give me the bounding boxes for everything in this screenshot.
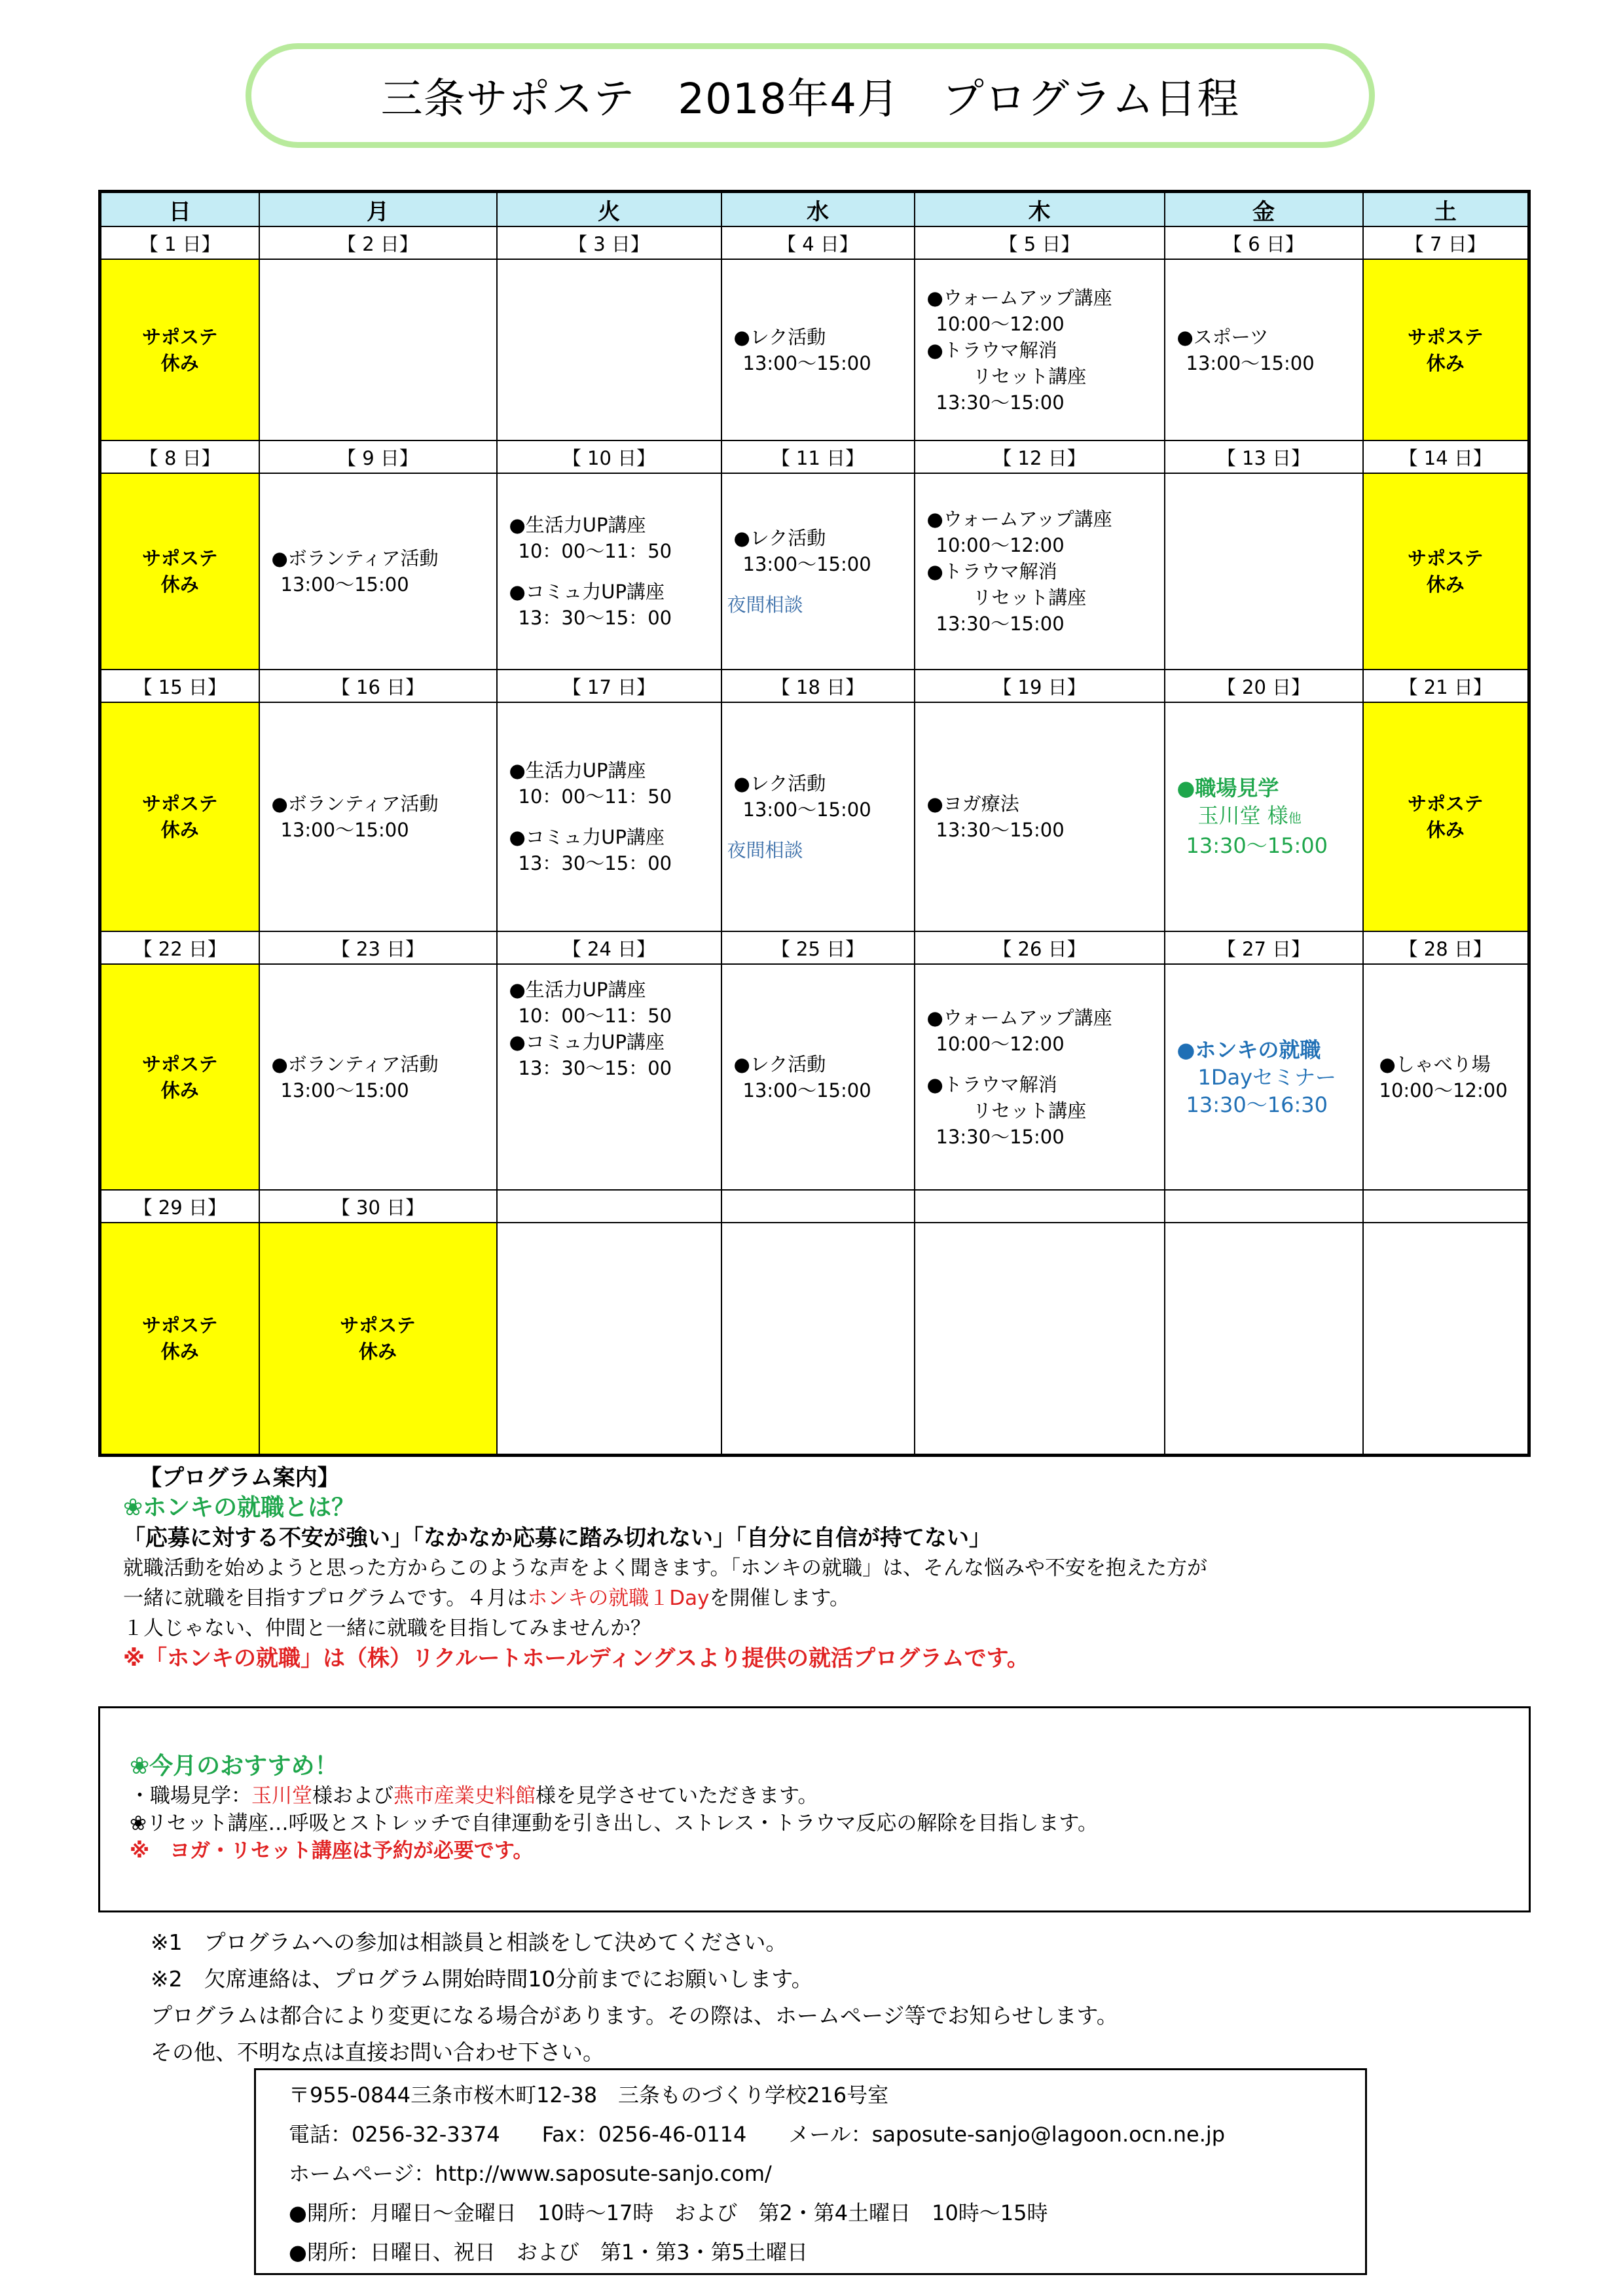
event-time: 13:00～15:00: [742, 553, 871, 575]
date-label: 【 22 日】: [100, 931, 259, 964]
closed-cell: [100, 259, 259, 440]
event-name: ●ヨガ療法: [926, 793, 1019, 815]
date-label: [1363, 1190, 1529, 1223]
day-row: [100, 259, 1529, 440]
event-time: 13:30～16:30: [1186, 1092, 1328, 1117]
rec-text: 様を見学させていただきます。: [536, 1784, 818, 1808]
date-label: 【 9 日】: [259, 440, 497, 473]
event-time: 13:00～15:00: [742, 798, 871, 821]
day-cell: [259, 702, 497, 931]
date-label: 【 17 日】: [497, 670, 721, 702]
date-label: 【 10 日】: [497, 440, 721, 473]
date-label: 【 2 日】: [259, 226, 497, 259]
weekday-tue: 火: [497, 192, 721, 227]
date-label: 【 29 日】: [100, 1190, 259, 1223]
event-name: ●職場見学: [1176, 776, 1279, 800]
closed-cell: [100, 702, 259, 931]
day-cell: [721, 702, 915, 931]
note-line: ※2 欠席連絡は、プログラム開始時間10分前までにお願いします。: [151, 1966, 813, 1992]
event-time: 10:00～12:00: [936, 534, 1065, 556]
event-name: ●スポーツ: [1176, 325, 1269, 348]
event-time: 10：00～11：50: [518, 785, 672, 808]
event-name: ●ボランティア活動: [271, 793, 439, 815]
closed-text: サポステ: [340, 1314, 416, 1336]
day-row: [100, 473, 1529, 670]
event-name: リセット講座: [972, 365, 1087, 387]
day-row: [100, 702, 1529, 931]
date-label: 【 15 日】: [100, 670, 259, 702]
event-time: 13:00～15:00: [742, 351, 871, 374]
closed-cell: [259, 1223, 497, 1455]
date-label: 【 7 日】: [1363, 226, 1529, 259]
date-label: 【 8 日】: [100, 440, 259, 473]
guide-line: [123, 1583, 1498, 1613]
closed-text: サポステ: [142, 1314, 218, 1336]
day-cell: [497, 702, 721, 931]
date-label: [1165, 1190, 1363, 1223]
closed-cell: [100, 964, 259, 1190]
day-cell: [259, 259, 497, 440]
date-label: 【 20 日】: [1165, 670, 1363, 702]
date-label: 【 4 日】: [721, 226, 915, 259]
event-name: ●ホンキの就職: [1176, 1037, 1321, 1062]
closed-text: 休み: [1426, 819, 1465, 841]
event-name: ●ボランティア活動: [271, 547, 439, 569]
event-time: 13:30～15:00: [936, 1125, 1065, 1148]
date-label: [915, 1190, 1165, 1223]
date-label: 【 14 日】: [1363, 440, 1529, 473]
event-time: 13:00～15:00: [742, 1079, 871, 1102]
event-name: ●コミュ力UP講座: [509, 581, 665, 603]
guide-note-part: ※「ホンキの就職」: [123, 1645, 323, 1672]
event-name: ●ウォームアップ講座: [926, 508, 1112, 530]
closed-text: サポステ: [1408, 547, 1484, 569]
day-cell: [1363, 964, 1529, 1190]
event-time: 10:00～12:00: [1379, 1079, 1508, 1102]
event-name: ●レク活動: [733, 325, 826, 348]
event-name: ●生活力UP講座: [509, 759, 646, 781]
weekday-sun: 日: [100, 192, 259, 227]
weekday-header: [100, 192, 1529, 227]
company-etc: 他: [1288, 810, 1302, 826]
closed-text: 休み: [1426, 351, 1465, 374]
rec-heading: ❀今月のおすすめ！: [130, 1753, 338, 1780]
day-cell: [259, 964, 497, 1190]
event-time: 10:00～12:00: [936, 1032, 1065, 1055]
day-cell: [915, 1223, 1165, 1455]
closed-text: 休み: [160, 573, 199, 596]
event-time: 13：30～15：00: [518, 607, 672, 629]
date-label: 【 24 日】: [497, 931, 721, 964]
date-label: 【 1 日】: [100, 226, 259, 259]
date-row: [100, 670, 1529, 702]
guide-note-part: は（株）リクルートホールディングス: [323, 1645, 697, 1672]
note-line: プログラムは都合により変更になる場合があります。その際は、ホームページ等でお知らせします。: [151, 2003, 1118, 2028]
event-name: ●レク活動: [733, 1052, 826, 1075]
event-time: 13：30～15：00: [518, 852, 672, 874]
date-row: [100, 1190, 1529, 1223]
closed-text: 休み: [358, 1340, 397, 1363]
program-guide: [123, 1463, 1498, 1674]
day-cell: [1165, 1223, 1363, 1455]
day-cell: [721, 473, 915, 670]
date-label: 【 25 日】: [721, 931, 915, 964]
event-time: 13:30～15:00: [1186, 833, 1328, 858]
day-cell: [915, 259, 1165, 440]
event-name: ●コミュ力UP講座: [509, 826, 665, 848]
event-time: 13:30～15:00: [936, 391, 1065, 414]
day-cell: [1363, 1223, 1529, 1455]
date-label: 【 26 日】: [915, 931, 1165, 964]
event-name: ●ウォームアップ講座: [926, 1006, 1112, 1029]
closed-text: サポステ: [142, 547, 218, 569]
day-cell: [259, 473, 497, 670]
event-time: 10:00～12:00: [936, 312, 1065, 335]
day-cell: [497, 964, 721, 1190]
event-name: ●ウォームアップ講座: [926, 286, 1112, 309]
event-name: リセット講座: [972, 586, 1087, 609]
day-cell: [1165, 964, 1363, 1190]
recommendation-box: [98, 1706, 1531, 1912]
event-time: 13:00～15:00: [280, 819, 409, 841]
event-time: 13:00～15:00: [280, 1079, 409, 1102]
date-label: 【 3 日】: [497, 226, 721, 259]
weekday-mon: 月: [259, 192, 497, 227]
event-time: 10：00～11：50: [518, 1005, 672, 1027]
event-name: ●レク活動: [733, 527, 826, 549]
date-label: [721, 1190, 915, 1223]
day-cell: [721, 1223, 915, 1455]
event-time: 13:00～15:00: [280, 573, 409, 596]
contact-info-box: [254, 2068, 1367, 2275]
event-name: ●レク活動: [733, 772, 826, 795]
guide-note: [123, 1643, 1498, 1674]
night-consultation: 夜間相談: [727, 839, 803, 861]
event-time: 13:00～15:00: [1186, 351, 1315, 374]
date-label: 【 18 日】: [721, 670, 915, 702]
event-time: 13：30～15：00: [518, 1057, 672, 1079]
date-label: 【 28 日】: [1363, 931, 1529, 964]
date-row: [100, 931, 1529, 964]
closed-text: 休み: [1426, 573, 1465, 596]
date-label: 【 5 日】: [915, 226, 1165, 259]
rec-text: ・職場見学：: [130, 1784, 251, 1808]
weekday-thu: 木: [915, 192, 1165, 227]
day-cell: [915, 473, 1165, 670]
event-name: ●トラウマ解消: [926, 338, 1057, 361]
closed-text: サポステ: [142, 793, 218, 815]
day-cell: [915, 702, 1165, 931]
closed-cell: [1363, 702, 1529, 931]
open-hours: ●開所：月曜日～金曜日 10時～17時 および 第2・第4土曜日 10時～15時: [289, 2200, 1048, 2225]
rec-warning: ※ ヨガ・リセット講座は予約が必要です。: [130, 1839, 534, 1863]
closed-text: 休み: [160, 351, 199, 374]
event-name: ●ボランティア活動: [271, 1052, 439, 1075]
guide-highlight: ホンキの就職１Day: [527, 1587, 710, 1610]
day-cell: [721, 259, 915, 440]
date-label: 【 30 日】: [259, 1190, 497, 1223]
date-label: 【 16 日】: [259, 670, 497, 702]
closed-text: サポステ: [142, 325, 218, 348]
date-label: 【 27 日】: [1165, 931, 1363, 964]
event-time: 10：00～11：50: [518, 540, 672, 562]
closed-text: サポステ: [142, 1052, 218, 1075]
date-row: [100, 440, 1529, 473]
closed-days: ●閉所：日曜日、祝日 および 第1・第3・第5土曜日: [289, 2240, 809, 2265]
date-label: [497, 1190, 721, 1223]
date-label: 【 23 日】: [259, 931, 497, 964]
day-cell: [497, 1223, 721, 1455]
rec-highlight: 玉川堂: [251, 1784, 312, 1808]
date-label: 【 19 日】: [915, 670, 1165, 702]
date-label: 【 6 日】: [1165, 226, 1363, 259]
date-label: 【 11 日】: [721, 440, 915, 473]
phone-email: 電話：0256-32-3374 Fax：0256-46-0114 メール：saposute-sanjo@lagoon.ocn.ne.jp: [289, 2122, 1226, 2147]
address: 〒955-0844三条市桜木町12-38 三条ものづくり学校216号室: [289, 2083, 889, 2108]
day-cell: [721, 964, 915, 1190]
event-name: ●トラウマ解消: [926, 1073, 1057, 1096]
day-cell: [1165, 259, 1363, 440]
day-cell: [915, 964, 1165, 1190]
guide-text: 一緒に就職を目指すプログラムです。４月は: [123, 1587, 528, 1610]
guide-heading: 【プログラム案内】: [139, 1465, 340, 1491]
day-cell: [1165, 473, 1363, 670]
event-name: ●しゃべり場: [1379, 1052, 1491, 1075]
event-name: ●トラウマ解消: [926, 560, 1057, 583]
page-title: 三条サポステ 2018年4月 プログラム日程: [380, 75, 1240, 124]
closed-text: 休み: [160, 1340, 199, 1363]
title-box: [246, 43, 1375, 148]
closed-cell: [1363, 259, 1529, 440]
night-consultation: 夜間相談: [727, 594, 803, 616]
rec-text: 様および: [312, 1784, 393, 1808]
date-label: 【 13 日】: [1165, 440, 1363, 473]
closed-cell: [100, 1223, 259, 1455]
closed-cell: [100, 473, 259, 670]
event-name: リセット講座: [972, 1099, 1087, 1122]
event-name: ●コミュ力UP講座: [509, 1031, 665, 1053]
weekday-wed: 水: [721, 192, 915, 227]
event-sub: 1Dayセミナー: [1197, 1064, 1337, 1090]
note-line: ※1 プログラムへの参加は相談員と相談をして決めてください。: [151, 1929, 788, 1955]
weekday-fri: 金: [1165, 192, 1363, 227]
rec-line: [130, 1782, 1529, 1810]
guide-line: 就職活動を始めようと思った方からこのような声をよく聞きます。「ホンキの就職」は、そんな悩みや不安を抱えた方が: [123, 1556, 1208, 1580]
guide-subheading: ❀ホンキの就職とは？: [123, 1494, 356, 1521]
event-name: ●生活力UP講座: [509, 978, 646, 1001]
event-time: 13:30～15:00: [936, 613, 1065, 635]
homepage: ホームページ：http://www.saposute-sanjo.com/: [289, 2161, 772, 2186]
note-line: その他、不明な点は直接お問い合わせ下さい。: [151, 2039, 604, 2065]
guide-quote: 「応募に対する不安が強い」「なかなか応募に踏み切れない」「自分に自信が持てない」: [123, 1525, 991, 1551]
rec-highlight: 燕市産業史料館: [393, 1784, 536, 1808]
closed-text: サポステ: [1408, 325, 1484, 348]
event-sub: [1177, 802, 1356, 832]
day-cell: [1165, 702, 1363, 931]
date-label: 【 21 日】: [1363, 670, 1529, 702]
guide-line: １人じゃない、仲間と一緒に就職を目指してみませんか？: [123, 1617, 651, 1640]
guide-note-part: より提供の就活プログラムです。: [697, 1645, 1029, 1672]
weekday-sat: 土: [1363, 192, 1529, 227]
calendar-table: [98, 190, 1531, 1457]
company-name: 玉川堂 様: [1197, 803, 1288, 828]
closed-cell: [1363, 473, 1529, 670]
date-label: 【 12 日】: [915, 440, 1165, 473]
rec-line: ❀リセット講座…呼吸とストレッチで自律運動を引き出し、ストレス・トラウマ反応の解除を目指します。: [130, 1812, 1098, 1835]
day-row: [100, 1223, 1529, 1455]
day-cell: [497, 473, 721, 670]
date-row: [100, 226, 1529, 259]
closed-text: 休み: [160, 819, 199, 841]
day-row: [100, 964, 1529, 1190]
closed-text: 休み: [160, 1079, 199, 1102]
day-cell: [497, 259, 721, 440]
guide-text: を開催します。: [709, 1587, 850, 1610]
closed-text: サポステ: [1408, 793, 1484, 815]
event-name: ●生活力UP講座: [509, 514, 646, 536]
event-time: 13:30～15:00: [936, 819, 1065, 841]
notes: [151, 1924, 1525, 2071]
